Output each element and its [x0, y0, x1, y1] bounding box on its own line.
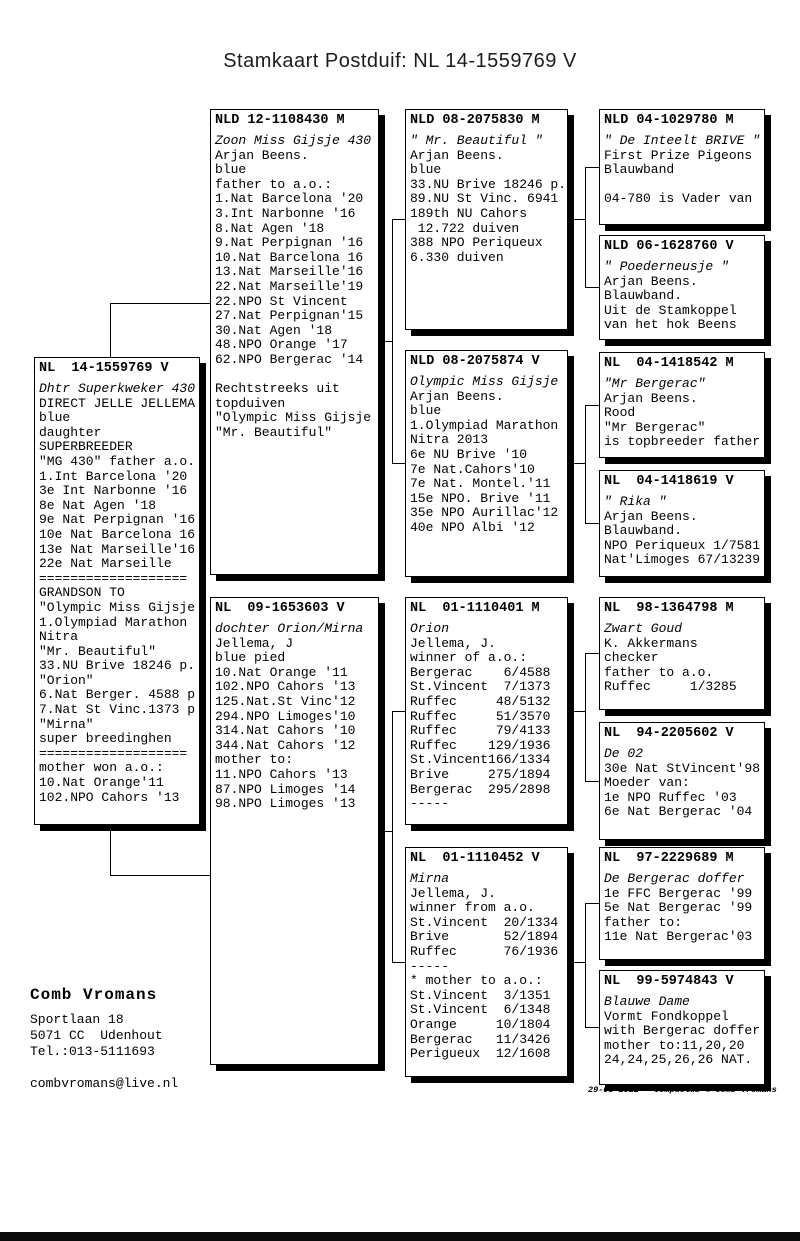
- pedigree-line: [215, 368, 378, 383]
- connector-line: [568, 219, 585, 220]
- pedigree-line: Uit de Stamkoppel: [604, 302, 737, 318]
- pedigree-line: Bergerac 6/4588: [410, 664, 551, 680]
- pedigree-line: winner from a.o.: [410, 900, 535, 916]
- pedigree-line: "Mr Bergerac": [604, 419, 706, 435]
- pedigree-line: Arjan Beens.: [604, 390, 698, 406]
- pedigree-line: blue: [410, 403, 442, 419]
- ring-number: NL 99-5974843 V: [604, 974, 734, 989]
- pedigree-line: 22.NPO St Vincent: [215, 293, 348, 309]
- pedigree-line: Nitra 2013: [410, 432, 489, 448]
- pedigree-line: 04-780 is Vader van: [604, 191, 753, 207]
- pedigree-line: 5e Nat Bergerac '99: [604, 900, 753, 916]
- pedigree-line: Rechtstreeks uit: [215, 381, 340, 397]
- connector-line: [585, 653, 599, 654]
- pedigree-box-dam-sire: [405, 597, 568, 825]
- pedigree-line: Ruffec 48/5132: [410, 693, 551, 709]
- pedigree-line: winner of a.o.:: [410, 650, 528, 666]
- owner-address-line: Sportlaan 18: [30, 1012, 124, 1027]
- pedigree-line: 3.Int Narbonne '16: [215, 205, 356, 221]
- pedigree-line: Ruffec 51/3570: [410, 708, 551, 724]
- pedigree-line: 24,24,25,26,26 NAT.: [604, 1052, 753, 1068]
- pedigree-line: Orange 10/1804: [410, 1016, 551, 1032]
- pedigree-box-subject: [34, 357, 200, 825]
- pedigree-line: 6.Nat Berger. 4588 p: [39, 687, 196, 703]
- connector-line: [585, 781, 599, 782]
- connector-line: [568, 962, 585, 963]
- pedigree-line: DIRECT JELLE JELLEMA: [39, 395, 196, 411]
- pedigree-line: 1.Int Barcelona '20: [39, 468, 188, 484]
- pigeon-name: Mirna: [410, 871, 450, 886]
- pedigree-line: 8.Nat Agen '18: [215, 220, 325, 236]
- pigeon-name: Blauwe Dame: [604, 994, 690, 1009]
- pedigree-line: 8e Nat Agen '18: [39, 497, 157, 513]
- pedigree-line: 102.NPO Cahors '13: [39, 789, 180, 805]
- pedigree-line: "MG 430" father a.o.: [39, 453, 196, 469]
- pedigree-line: mother won a.o.:: [39, 760, 164, 776]
- pedigree-line: Bergerac 295/2898: [410, 781, 551, 797]
- connector-line: [585, 167, 586, 287]
- owner-phone: Tel.:013-5111693: [30, 1044, 155, 1059]
- pigeon-name: " Rika ": [604, 494, 667, 509]
- pigeon-name: dochter Orion/Mirna: [215, 621, 364, 636]
- pedigree-box-dam-sire-sire: [599, 597, 765, 710]
- pedigree-line: 6e NU Brive '10: [410, 446, 528, 462]
- connector-line: [110, 303, 111, 357]
- pedigree-line: Brive 52/1894: [410, 929, 559, 945]
- ring-number: NLD 04-1029780 M: [604, 113, 734, 128]
- pedigree-line: 6.330 duiven: [410, 249, 504, 265]
- pigeon-name: " Mr. Beautiful ": [410, 133, 543, 148]
- connector-line: [110, 875, 210, 876]
- pedigree-line: 33.NU Brive 18246 p.: [39, 658, 196, 674]
- pedigree-line: with Bergerac doffer: [604, 1023, 761, 1039]
- connector-line: [392, 711, 393, 962]
- pedigree-line: blue: [410, 162, 442, 178]
- pedigree-line: Rood: [604, 405, 636, 421]
- ring-number: NLD 12-1108430 M: [215, 113, 345, 128]
- pedigree-line: 40e NPO Albi '12: [410, 519, 535, 535]
- pedigree-line: super breedinghen: [39, 731, 172, 747]
- bottom-bar: [0, 1232, 800, 1241]
- pedigree-line: father to a.o.:: [215, 176, 333, 192]
- pedigree-line: blue: [39, 410, 71, 426]
- pigeon-name: " Poederneusje ": [604, 259, 729, 274]
- pedigree-line: 30e Nat StVincent'98: [604, 760, 761, 776]
- pedigree-line: 314.Nat Cahors '10: [215, 723, 356, 739]
- pedigree-line: 11.NPO Cahors '13: [215, 766, 348, 782]
- connector-line: [585, 653, 586, 781]
- pedigree-line: Perigueux 12/1608: [410, 1046, 551, 1062]
- pedigree-box-sire-sire: [405, 109, 568, 330]
- pedigree-line: 1.Olympiad Marathon: [410, 417, 559, 433]
- pedigree-line: Nitra: [39, 629, 79, 645]
- connector-line: [585, 523, 599, 524]
- ring-number: NLD 06-1628760 V: [604, 239, 734, 254]
- pedigree-line: mother to:11,20,20: [604, 1037, 745, 1053]
- pedigree-line: 11e Nat Bergerac'03: [604, 929, 753, 945]
- pedigree-line: * mother to a.o.:: [410, 973, 543, 989]
- owner-address-line: 5071 CC Udenhout: [30, 1028, 163, 1043]
- pedigree-line: 48.NPO Orange '17: [215, 337, 348, 353]
- pedigree-line: topduiven: [215, 395, 286, 411]
- pedigree-line: father to a.o.: [604, 664, 714, 680]
- pedigree-line: father to:: [604, 914, 683, 930]
- pedigree-line: 33.NU Brive 18246 p.: [410, 176, 567, 192]
- pedigree-line: 9.Nat Perpignan '16: [215, 235, 364, 251]
- pedigree-box-dam-dam-sire: [599, 847, 765, 960]
- pedigree-line: [604, 178, 764, 193]
- pedigree-line: 62.NPO Bergerac '14: [215, 351, 364, 367]
- ring-number: NL 01-1110452 V: [410, 851, 540, 866]
- owner-name: Comb Vromans: [30, 986, 158, 1004]
- connector-line: [379, 831, 392, 832]
- pedigree-box-sire-sire-sire: [599, 109, 765, 225]
- pedigree-line: 1.Olympiad Marathon: [39, 614, 188, 630]
- connector-line: [392, 219, 393, 463]
- pedigree-line: 7e Nat. Montel.'11: [410, 476, 551, 492]
- ring-number: NLD 08-2075874 V: [410, 354, 540, 369]
- pedigree-line: Arjan Beens.: [604, 273, 698, 289]
- pedigree-line: Bergerac 11/3426: [410, 1031, 551, 1047]
- pedigree-line: Jellema, J: [215, 635, 294, 651]
- pedigree-line: 1e NPO Ruffec '03: [604, 789, 737, 805]
- pedigree-line: 10e Nat Barcelona 16: [39, 526, 196, 542]
- pedigree-line: 30.Nat Agen '18: [215, 322, 333, 338]
- connector-line: [585, 1027, 599, 1028]
- ring-number: NLD 08-2075830 M: [410, 113, 540, 128]
- pedigree-line: mother to:: [215, 752, 294, 768]
- pigeon-name: Orion: [410, 621, 450, 636]
- pedigree-line: 125.Nat.St Vinc'12: [215, 693, 356, 709]
- pedigree-line: NPO Periqueux 1/7581: [604, 537, 761, 553]
- pedigree-line: ===================: [39, 570, 188, 586]
- pedigree-line: "Mirna": [39, 716, 94, 732]
- pedigree-line: 27.Nat Perpignan'15: [215, 308, 364, 324]
- pedigree-line: Brive 275/1894: [410, 766, 551, 782]
- pedigree-line: Ruffec 76/1936: [410, 943, 559, 959]
- pedigree-line: Ruffec 79/4133: [410, 723, 551, 739]
- pedigree-line: 13e Nat Marseille'16: [39, 541, 196, 557]
- pedigree-line: "Orion": [39, 672, 94, 688]
- pedigree-line: 10.Nat Orange'11: [39, 775, 164, 791]
- pedigree-line: daughter: [39, 424, 102, 440]
- pedigree-line: St.Vincent166/1334: [410, 752, 551, 768]
- connector-line: [110, 825, 111, 875]
- owner-info: [30, 986, 178, 1091]
- ring-number: NL 14-1559769 V: [39, 361, 169, 376]
- page-title: Stamkaart Postduif: NL 14-1559769 V: [223, 50, 577, 72]
- pedigree-line: Vormt Fondkoppel: [604, 1008, 729, 1024]
- pigeon-name: " De Inteelt BRIVE ": [604, 133, 761, 148]
- pedigree-box-dam: [210, 597, 379, 1065]
- pigeon-name: Dhtr Superkweker 430: [39, 381, 196, 396]
- pedigree-line: 12.722 duiven: [410, 220, 520, 236]
- pigeon-name: Olympic Miss Gijsje: [410, 374, 559, 389]
- pedigree-line: -----: [410, 958, 450, 974]
- pedigree-box-dam-dam-dam: [599, 970, 765, 1085]
- pedigree-line: "Olympic Miss Gijsje: [215, 410, 372, 426]
- pedigree-line: 7e Nat.Cahors'10: [410, 461, 535, 477]
- pedigree-line: "Mr. Beautiful": [215, 424, 333, 440]
- ring-number: NL 04-1418619 V: [604, 474, 734, 489]
- pedigree-line: Arjan Beens.: [410, 388, 504, 404]
- pedigree-line: checker: [604, 650, 659, 666]
- connector-line: [110, 303, 210, 304]
- connector-line: [392, 962, 405, 963]
- pedigree-line: ===================: [39, 745, 188, 761]
- pedigree-line: Arjan Beens.: [410, 147, 504, 163]
- pedigree-line: 102.NPO Cahors '13: [215, 679, 356, 695]
- pedigree-line: "Olympic Miss Gijsje: [39, 599, 196, 615]
- pedigree-line: 1e FFC Bergerac '99: [604, 885, 753, 901]
- pedigree-line: 3e Int Narbonne '16: [39, 483, 188, 499]
- ring-number: NL 04-1418542 M: [604, 356, 734, 371]
- pedigree-line: Jellema, J.: [410, 885, 496, 901]
- connector-line: [585, 903, 599, 904]
- ring-number: NL 94-2205602 V: [604, 726, 734, 741]
- pigeon-name: Zwart Goud: [604, 621, 683, 636]
- connector-line: [585, 903, 586, 1027]
- pedigree-line: SUPERBREEDER: [39, 439, 133, 455]
- pedigree-line: 98.NPO Limoges '13: [215, 796, 356, 812]
- pedigree-line: St.Vincent 3/1351: [410, 987, 551, 1003]
- pedigree-line: Arjan Beens.: [215, 147, 309, 163]
- pedigree-line: "Mr. Beautiful": [39, 643, 157, 659]
- pedigree-line: First Prize Pigeons: [604, 147, 753, 163]
- connector-line: [568, 711, 585, 712]
- pedigree-line: 1.Nat Barcelona '20: [215, 191, 364, 207]
- pigeon-name: De 02: [604, 746, 644, 761]
- pedigree-line: 10.Nat Orange '11: [215, 664, 348, 680]
- print-stamp: 29-03-2022 Compuclub © Comb Vromans: [588, 1085, 777, 1095]
- pedigree-line: Blauwband: [604, 162, 675, 178]
- pedigree-line: 6e Nat Bergerac '04: [604, 804, 753, 820]
- pedigree-line: GRANDSON TO: [39, 585, 125, 601]
- pigeon-name: "Mr Bergerac": [604, 376, 706, 391]
- pedigree-box-dam-sire-dam: [599, 722, 765, 840]
- connector-line: [379, 341, 392, 342]
- pedigree-line: St.Vincent 20/1334: [410, 914, 559, 930]
- pedigree-line: Nat'Limoges 67/13239: [604, 552, 761, 568]
- connector-line: [392, 219, 405, 220]
- connector-line: [392, 463, 405, 464]
- pedigree-line: blue pied: [215, 650, 286, 666]
- pedigree-line: St.Vincent 6/1348: [410, 1002, 551, 1018]
- pedigree-line: 22e Nat Marseille: [39, 556, 172, 572]
- pedigree-line: 7.Nat St Vinc.1373 p: [39, 702, 196, 718]
- pedigree-line: 294.NPO Limoges'10: [215, 708, 356, 724]
- connector-line: [585, 405, 599, 406]
- pedigree-line: 89.NU St Vinc. 6941: [410, 191, 559, 207]
- pedigree-line: Jellema, J.: [410, 635, 496, 651]
- pedigree-box-sire-dam-sire: [599, 352, 765, 458]
- pedigree-line: 344.Nat Cahors '12: [215, 737, 356, 753]
- pedigree-line: 35e NPO Aurillac'12: [410, 505, 559, 521]
- pedigree-line: Blauwband.: [604, 523, 683, 539]
- connector-line: [568, 463, 585, 464]
- pedigree-box-sire-dam: [405, 350, 568, 577]
- pedigree-box-dam-dam: [405, 847, 568, 1077]
- pedigree-line: Moeder van:: [604, 775, 690, 791]
- pedigree-line: 388 NPO Periqueux: [410, 235, 543, 251]
- pedigree-line: van het hok Beens: [604, 317, 737, 333]
- ring-number: NL 98-1364798 M: [604, 601, 734, 616]
- connector-line: [392, 711, 405, 712]
- owner-email: combvromans@live.nl: [30, 1076, 179, 1091]
- connector-line: [585, 287, 599, 288]
- pedigree-line: 22.Nat Marseille'19: [215, 278, 364, 294]
- pedigree-line: Ruffec 129/1936: [410, 737, 551, 753]
- connector-line: [585, 405, 586, 523]
- pedigree-box-sire-dam-dam: [599, 470, 765, 577]
- pedigree-line: St.Vincent 7/1373: [410, 679, 551, 695]
- ring-number: NL 01-1110401 M: [410, 601, 540, 616]
- pedigree-line: 189th NU Cahors: [410, 205, 528, 221]
- ring-number: NL 97-2229689 M: [604, 851, 734, 866]
- pedigree-line: K. Akkermans: [604, 635, 698, 651]
- pedigree-line: -----: [410, 796, 450, 812]
- pedigree-line: Ruffec 1/3285: [604, 679, 737, 695]
- pigeon-name: Zoon Miss Gijsje 430: [215, 133, 372, 148]
- pedigree-line: blue: [215, 162, 247, 178]
- pedigree-line: 10.Nat Barcelona 16: [215, 249, 364, 265]
- ring-number: NL 09-1653603 V: [215, 601, 345, 616]
- pigeon-name: De Bergerac doffer: [604, 871, 745, 886]
- pedigree-line: Blauwband.: [604, 288, 683, 304]
- pedigree-line: 9e Nat Perpignan '16: [39, 512, 196, 528]
- pedigree-line: 87.NPO Limoges '14: [215, 781, 356, 797]
- pedigree-box-sire-sire-dam: [599, 235, 765, 340]
- pedigree-line: 15e NPO. Brive '11: [410, 490, 551, 506]
- connector-line: [585, 167, 599, 168]
- pedigree-box-sire: [210, 109, 379, 575]
- pedigree-line: Arjan Beens.: [604, 508, 698, 524]
- pedigree-line: 13.Nat Marseille'16: [215, 264, 364, 280]
- pedigree-line: is topbreeder father: [604, 434, 761, 450]
